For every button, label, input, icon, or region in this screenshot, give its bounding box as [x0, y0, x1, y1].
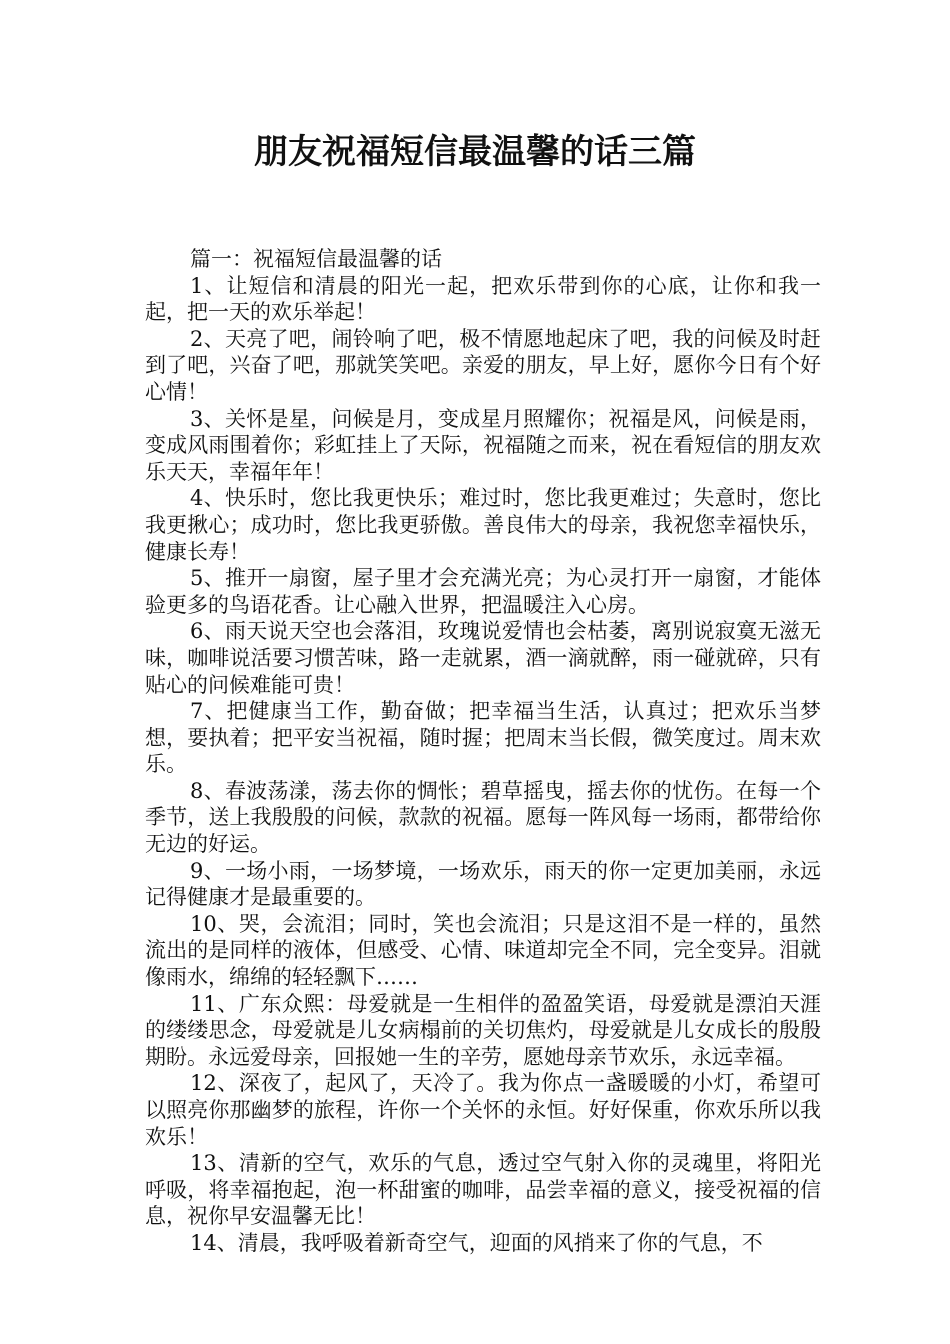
- paragraph-4: 4、快乐时，您比我更快乐；难过时，您比我更难过；失意时，您比我更揪心；成功时，您比我更骄傲。善良伟大的母亲，我祝您幸福快乐，健康长寿！: [145, 486, 821, 564]
- paragraph-3: 3、关怀是星，问候是月，变成星月照耀你；祝福是风，问候是雨，变成风雨围着你；彩虹挂上了天际，祝福随之而来，祝在看短信的朋友欢乐天天，幸福年年！: [145, 406, 821, 484]
- paragraph-14: 14、清晨，我呼吸着新奇空气，迎面的风捎来了你的气息，不: [190, 1230, 763, 1255]
- section-heading: 篇一：祝福短信最温馨的话: [190, 247, 442, 271]
- paragraph-9: 9、一场小雨，一场梦境，一场欢乐，雨天的你一定更加美丽，永远记得健康才是最重要的。: [145, 858, 821, 910]
- paragraph-12: 12、深夜了，起风了，天冷了。我为你点一盏暖暖的小灯，希望可以照亮你那幽梦的旅程，许你一个关怀的永恒。好好保重，你欢乐所以我欢乐！: [145, 1071, 821, 1149]
- paragraph-7: 7、把健康当工作，勤奋做；把幸福当生活，认真过；把欢乐当梦想，要执着；把平安当祝福，随时握；把周末当长假，微笑度过。周末欢乐。: [145, 699, 821, 777]
- paragraph-5: 5、推开一扇窗，屋子里才会充满光亮；为心灵打开一扇窗，才能体验更多的鸟语花香。让心融入世界，把温暖注入心房。: [145, 566, 821, 617]
- paragraph-11: 11、广东众熙：母爱就是一生相伴的盈盈笑语，母爱就是漂泊天涯的缕缕思念，母爱就是儿女病榻前的关切焦灼，母爱就是儿女成长的殷殷期盼。永远爱母亲，回报她一生的辛劳，愿她母亲节欢乐，永远幸福。: [145, 991, 821, 1069]
- paragraph-6: 6、雨天说天空也会落泪，玫瑰说爱情也会枯萎，离别说寂寞无滋无味，咖啡说活要习惯苦味，路一走就累，酒一滴就醉，雨一碰就碎，只有贴心的问候难能可贵！: [145, 619, 821, 697]
- paragraph-10: 10、哭，会流泪；同时，笑也会流泪；只是这泪不是一样的，虽然流出的是同样的液体，但感受、心情、味道却完全不同，完全变异。泪就像雨水，绵绵的轻轻飘下……: [145, 911, 821, 990]
- paragraph-8: 8、春波荡漾，荡去你的惆怅；碧草摇曳，摇去你的忧伤。在每一个季节，送上我殷殷的问候，款款的祝福。愿每一阵风每一场雨，都带给你无边的好运。: [145, 778, 821, 857]
- paragraph-1: 1、让短信和清晨的阳光一起，把欢乐带到你的心底，让你和我一起，把一天的欢乐举起！: [145, 273, 821, 325]
- paragraph-13: 13、清新的空气，欢乐的气息，透过空气射入你的灵魂里，将阳光呼吸，将幸福抱起，泡一杯甜蜜的咖啡，品尝幸福的意义，接受祝福的信息，祝你早安温馨无比！: [145, 1151, 821, 1229]
- document-body: [145, 246, 821, 1257]
- document-title: 朋友祝福短信最温馨的话三篇: [254, 132, 696, 172]
- paragraph-2: 2、天亮了吧，闹铃响了吧，极不情愿地起床了吧，我的问候及时赶到了吧，兴奋了吧，那就笑笑吧。亲爱的朋友，早上好，愿你今日有个好心情！: [145, 326, 821, 404]
